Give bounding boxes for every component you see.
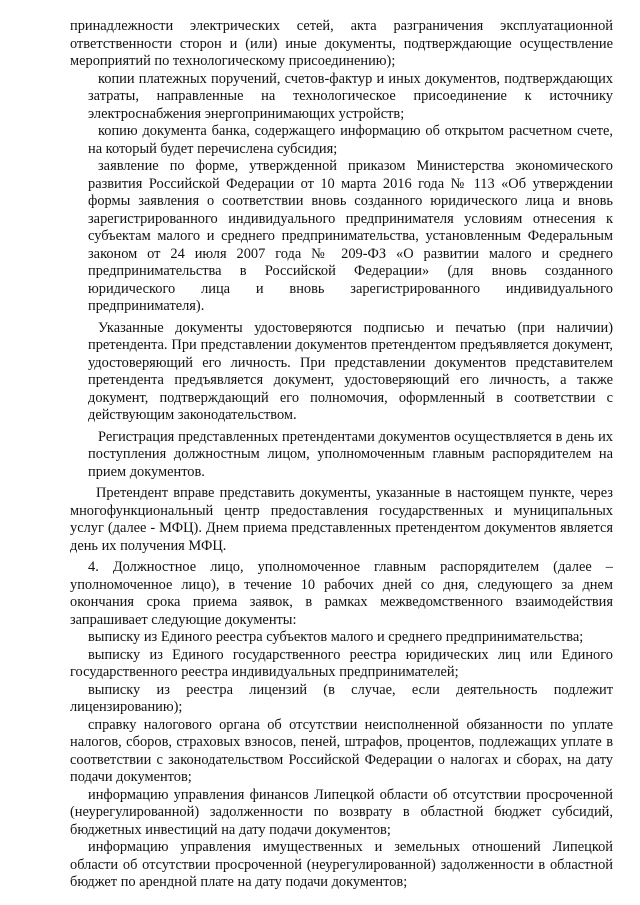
- list-item-1: выписку из Единого реестра субъектов малого и среднего предпринимательства;: [88, 629, 584, 645]
- paragraph-5: Указанные документы удостоверяются подписью и печатью (при наличии) претендента. При представлении документов претендентом предъявляется документ, удостоверяющий его личность. При представлении документов представителем претендента предъявляется документ, удостоверяющий его личность, а также документ, подтверждающий его полномочия, оформленный в соответствии с действующим законодательством.: [88, 319, 613, 423]
- paragraph-1: принадлежности электрических сетей, акта разграничения эксплуатационной ответственности сторон и (или) иные документы, подтверждающие осуществление мероприятий по технологическому присоединению);: [70, 18, 613, 69]
- document-page: [70, 18, 613, 892]
- paragraph-4: заявление по форме, утвержденной приказом Министерства экономического развития Российской Федерации от 10 марта 2016 года № 113 «Об утверждении формы заявления о соответствии вновь созданного юридического лица и вновь зарегистрированного индивидуального предпринимателя условиям отнесения к субъектам малого и среднего предпринимательства, установленным Федеральным законом от 24 июля 2007 года № 209-ФЗ «О развитии малого и среднего предпринимательства в Российской Федерации» (для вновь созданного юридического лица и вновь зарегистрированного индивидуального предпринимателя).: [88, 158, 613, 314]
- paragraph-7: Претендент вправе представить документы, указанные в настоящем пункте, через многофункциональный центр предоставления государственных и муниципальных услуг (далее - МФЦ). Днем приема представленных претендентом документов является день их получения МФЦ.: [70, 485, 613, 554]
- paragraph-6: Регистрация представленных претендентами документов осуществляется в день их поступления должностным лицом, уполномоченным главным распорядителем на прием документов.: [88, 428, 613, 480]
- list-item-6: информацию управления имущественных и земельных отношений Липецкой области об отсутствии просроченной (неурегулированной) задолженности в областной бюджет по арендной плате на дату подачи документов;: [70, 839, 613, 890]
- list-item-3: выписку из реестра лицензий (в случае, если деятельность подлежит лицензированию);: [70, 681, 613, 715]
- list-item-5: информацию управления финансов Липецкой области об отсутствии просроченной (неурегулированной) задолженности по возврату в областной бюджет субсидий, бюджетных инвестиций на дату подачи документов;: [70, 786, 613, 838]
- list-item-4: справку налогового органа об отсутствии неисполненной обязанности по уплате налогов, сборов, страховых взносов, пеней, штрафов, процентов, подлежащих уплате в соответствии с законодательством Российской Федерации о налогах и сборах, на дату подачи документов;: [70, 716, 613, 785]
- paragraph-3: копию документа банка, содержащего информацию об открытом расчетном счете, на который будет перечислена субсидия;: [88, 123, 613, 157]
- paragraph-8: 4. Должностное лицо, уполномоченное главным распорядителем (далее – уполномоченное лицо), в течение 10 рабочих дней со дня, следующего за днем окончания срока приема заявок, в рамках межведомственного взаимодействия запрашивает следующие документы:: [70, 559, 613, 628]
- paragraph-2: копии платежных поручений, счетов-фактур и иных документов, подтверждающих затраты, направленные на технологическое присоединение к источнику электроснабжения энергопринимающих устройств;: [88, 70, 613, 122]
- list-item-2: выписку из Единого государственного реестра юридических лиц или Единого государственного реестра индивидуальных предпринимателей;: [70, 646, 613, 680]
